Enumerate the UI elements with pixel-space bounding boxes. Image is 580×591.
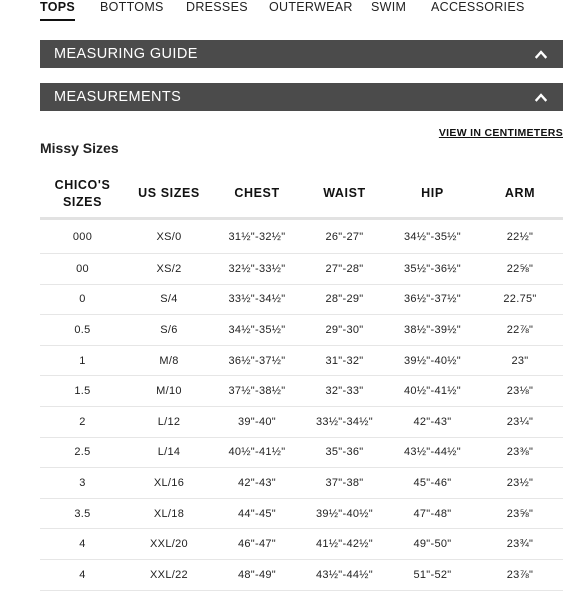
waist-cell: 26"-27" [301,219,388,254]
hip-cell: 35½"-36½" [388,254,477,285]
chest-cell: 37½"-38½" [213,376,301,407]
hip-cell: 40½"-41½" [388,376,477,407]
us-size-cell: XXL/22 [125,559,213,590]
chest-cell: 34½"-35½" [213,315,301,346]
us-size-cell: XXL/20 [125,529,213,560]
hip-cell: 36½"-37½" [388,284,477,315]
waist-cell: 37"-38" [301,468,388,499]
arm-cell: 22⅝" [477,254,563,285]
tab-bottoms[interactable]: BOTTOMS [100,0,164,14]
header-waist: WAIST [301,170,388,219]
table-row [40,219,563,254]
arm-cell: 23⅝" [477,498,563,529]
section-title: Missy Sizes [40,140,119,156]
arm-cell: 23½" [477,468,563,499]
waist-cell: 33½"-34½" [301,406,388,437]
header-label: CHICO'S SIZES [54,177,111,209]
waist-cell: 31"-32" [301,345,388,376]
chest-cell: 40½"-41½" [213,437,301,468]
chevron-up-icon [535,91,547,103]
chicos-size-cell: 1.5 [40,376,125,407]
chicos-size-cell: 2.5 [40,437,125,468]
tab-tops[interactable]: TOPS [40,0,76,14]
measurements-title: MEASUREMENTS [54,89,182,105]
table-body [40,219,563,591]
us-size-cell: S/6 [125,315,213,346]
arm-cell: 23⅛" [477,376,563,407]
arm-cell: 23¼" [477,406,563,437]
us-size-cell: S/4 [125,284,213,315]
table-row [40,376,563,407]
header-arm: ARM [477,170,563,219]
us-size-cell: XL/18 [125,498,213,529]
chicos-size-cell: 2 [40,406,125,437]
chest-cell: 48"-49" [213,559,301,590]
header-hip: HIP [388,170,477,219]
tab-accessories[interactable]: ACCESSORIES [431,0,525,14]
table-row [40,345,563,376]
measuring-guide-title: MEASURING GUIDE [54,46,198,62]
table-row [40,406,563,437]
hip-cell: 39½"-40½" [388,345,477,376]
chest-cell: 44"-45" [213,498,301,529]
chevron-up-icon [535,48,547,60]
size-chart-table [40,170,563,591]
arm-cell: 23¾" [477,529,563,560]
waist-cell: 41½"-42½" [301,529,388,560]
header-us-sizes: US SIZES [125,170,213,219]
table-row [40,254,563,285]
hip-cell: 51"-52" [388,559,477,590]
chest-cell: 46"-47" [213,529,301,560]
us-size-cell: M/10 [125,376,213,407]
measuring-guide-accordion[interactable] [40,40,563,68]
us-size-cell: M/8 [125,345,213,376]
waist-cell: 32"-33" [301,376,388,407]
chicos-size-cell: 4 [40,559,125,590]
view-in-centimeters-link[interactable]: VIEW IN CENTIMETERS [438,127,563,139]
hip-cell: 45"-46" [388,468,477,499]
hip-cell: 38½"-39½" [388,315,477,346]
waist-cell: 29"-30" [301,315,388,346]
chicos-size-cell: 00 [40,254,125,285]
header-chicos-sizes [40,170,125,219]
tab-dresses[interactable]: DRESSES [186,0,248,14]
tab-swim[interactable]: SWIM [371,0,407,14]
chest-cell: 36½"-37½" [213,345,301,376]
chicos-size-cell: 3 [40,468,125,499]
tab-outerwear[interactable]: OUTERWEAR [269,0,353,14]
waist-cell: 43½"-44½" [301,559,388,590]
arm-cell: 22.75" [477,284,563,315]
waist-cell: 28"-29" [301,284,388,315]
hip-cell: 42"-43" [388,406,477,437]
arm-cell: 23⅜" [477,437,563,468]
table-row [40,529,563,560]
chest-cell: 33½"-34½" [213,284,301,315]
us-size-cell: XS/0 [125,219,213,254]
waist-cell: 35"-36" [301,437,388,468]
us-size-cell: L/14 [125,437,213,468]
header-chest: CHEST [213,170,301,219]
hip-cell: 49"-50" [388,529,477,560]
table-row [40,498,563,529]
chicos-size-cell: 4 [40,529,125,560]
hip-cell: 43½"-44½" [388,437,477,468]
chicos-size-cell: 0 [40,284,125,315]
chest-cell: 31½"-32½" [213,219,301,254]
arm-cell: 23⅞" [477,559,563,590]
arm-cell: 22⅞" [477,315,563,346]
table-row [40,315,563,346]
hip-cell: 47"-48" [388,498,477,529]
waist-cell: 27"-28" [301,254,388,285]
chicos-size-cell: 0.5 [40,315,125,346]
table-header-row [40,170,563,219]
waist-cell: 39½"-40½" [301,498,388,529]
chicos-size-cell: 1 [40,345,125,376]
category-tabs [40,0,580,22]
chest-cell: 42"-43" [213,468,301,499]
chest-cell: 32½"-33½" [213,254,301,285]
arm-cell: 22½" [477,219,563,254]
chicos-size-cell: 3.5 [40,498,125,529]
us-size-cell: XS/2 [125,254,213,285]
table-row [40,559,563,590]
us-size-cell: L/12 [125,406,213,437]
table-row [40,284,563,315]
arm-cell: 23" [477,345,563,376]
measurements-accordion[interactable] [40,83,563,111]
table-row [40,437,563,468]
chest-cell: 39"-40" [213,406,301,437]
chicos-size-cell: 000 [40,219,125,254]
us-size-cell: XL/16 [125,468,213,499]
hip-cell: 34½"-35½" [388,219,477,254]
table-row [40,468,563,499]
